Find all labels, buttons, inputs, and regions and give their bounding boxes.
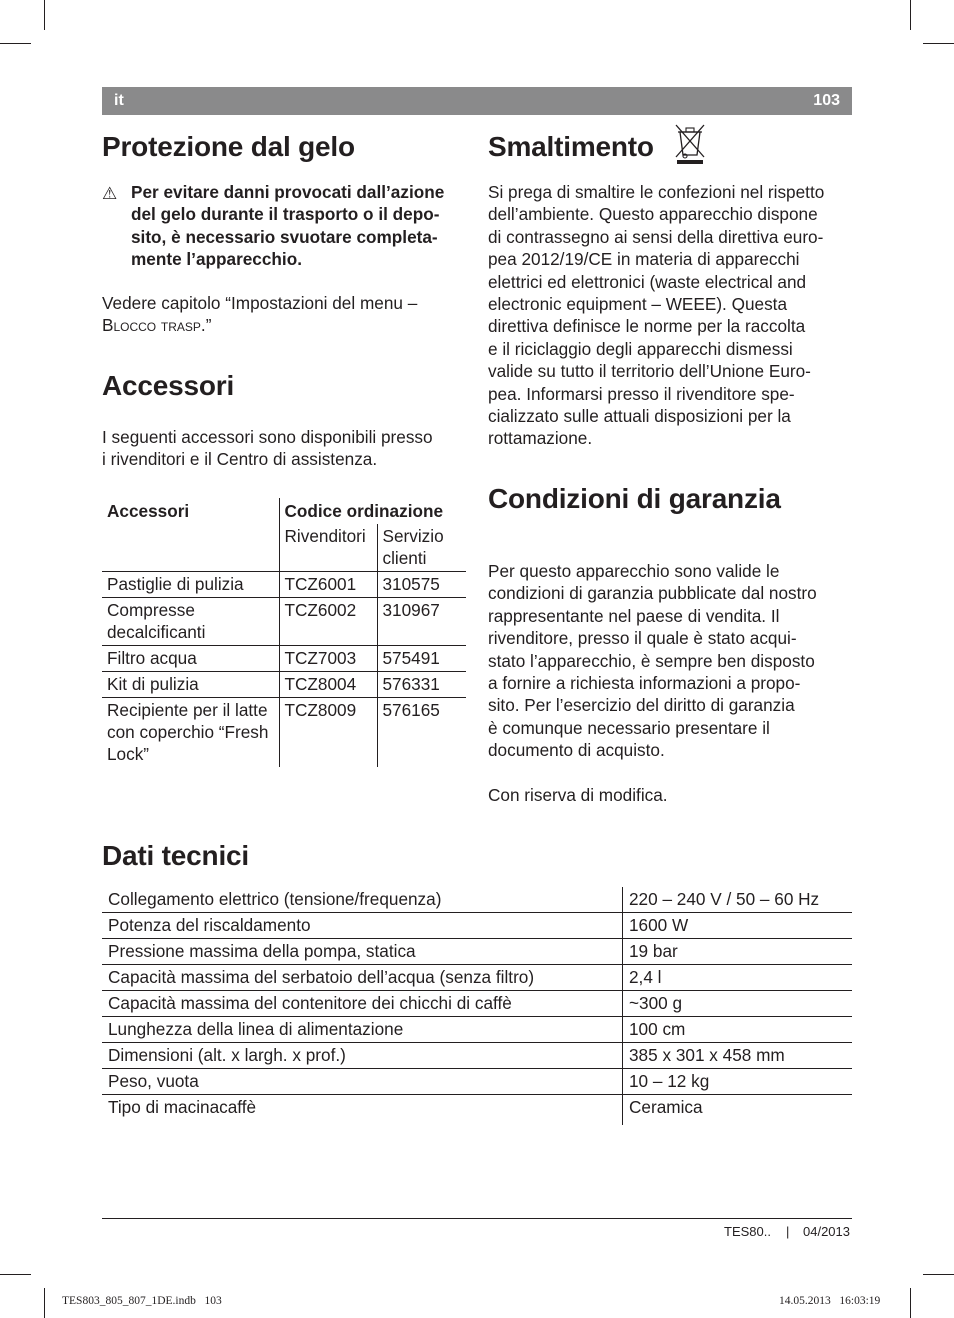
text-line: sito. Per l’esercizio del diritto di garanzia xyxy=(488,695,795,716)
accessory-name: Pastiglie di pulizia xyxy=(102,572,279,598)
spec-value: 10 – 12 kg xyxy=(623,1069,853,1095)
table-row xyxy=(102,598,466,646)
crop-mark xyxy=(910,0,911,30)
text-line: documento di acquisto. xyxy=(488,740,665,761)
text-line: rottamazione. xyxy=(488,428,593,449)
footer-separator: | xyxy=(786,1224,790,1239)
table-row xyxy=(102,913,852,939)
spec-label: Potenza del riscaldamento xyxy=(102,913,623,939)
crop-mark xyxy=(923,43,954,44)
frost-reference xyxy=(102,292,472,337)
crop-mark xyxy=(0,1274,31,1275)
warranty-text xyxy=(488,560,858,762)
disposal-title: Smaltimento xyxy=(488,131,654,162)
spec-value: ~300 g xyxy=(623,991,853,1017)
text-line: Si prega di smaltire le confezioni nel rispetto xyxy=(488,182,825,202)
spec-value: Ceramica xyxy=(623,1095,853,1126)
footer-rule xyxy=(102,1218,852,1219)
table-row xyxy=(102,1043,852,1069)
menu-item-name: Blocco trasp. xyxy=(102,315,206,336)
text-line: cializzato sulle attuali disposizioni per la xyxy=(488,406,791,427)
footer-model: TES80.. xyxy=(724,1224,771,1239)
spec-value: 2,4 l xyxy=(623,965,853,991)
crossed-out-wheelie-bin-icon xyxy=(672,123,708,165)
page-header-bar xyxy=(102,87,852,115)
crop-mark xyxy=(44,0,45,30)
table-row xyxy=(102,1017,852,1043)
crop-mark xyxy=(0,43,31,44)
footer-date: 04/2013 xyxy=(803,1224,850,1239)
table-row xyxy=(102,572,466,598)
spec-label: Lunghezza della linea di alimentazione xyxy=(102,1017,623,1043)
table-row xyxy=(102,698,466,768)
accessory-name: Recipiente per il latte con coperchio “Fresh Lock” xyxy=(102,698,279,768)
text-line: condizioni di garanzia pubblicate dal nostro xyxy=(488,583,817,604)
text-line: e il riciclaggio degli apparecchi dismessi xyxy=(488,338,793,359)
spec-value: 100 cm xyxy=(623,1017,853,1043)
disposal-text xyxy=(488,181,858,450)
code-servizio: 576331 xyxy=(377,672,466,698)
text-line: è comunque necessario presentare il xyxy=(488,717,770,738)
spec-value: 385 x 301 x 458 mm xyxy=(623,1043,853,1069)
crop-mark xyxy=(44,1288,45,1318)
accessories-title: Accessori xyxy=(102,370,235,401)
spec-label: Capacità massima del contenitore dei chicchi di caffè xyxy=(102,991,623,1017)
text-line: pea 2012/19/CE in materia di apparecchi xyxy=(488,249,800,270)
text-line: a fornire a richiesta informazioni a propo- xyxy=(488,673,801,694)
text-line: Per questo apparecchio sono valide le xyxy=(488,561,780,581)
code-rivenditori: TCZ8004 xyxy=(279,672,377,698)
spec-value: 220 – 240 V / 50 – 60 Hz xyxy=(623,887,853,913)
reserve-note: Con riserva di modifica. xyxy=(488,785,668,805)
table-header-row xyxy=(102,498,466,524)
text-line: dell’ambiente. Questo apparecchio dispone xyxy=(488,204,818,225)
text-line: pea. Informarsi presso il rivenditore spe- xyxy=(488,383,795,404)
code-rivenditori: TCZ6002 xyxy=(279,598,377,646)
table-row xyxy=(102,1095,852,1126)
col-header-servizio: Servizio clienti xyxy=(377,524,466,572)
spec-label: Dimensioni (alt. x largh. x prof.) xyxy=(102,1043,623,1069)
text-line: elettrici ed elettronici (waste electrical and xyxy=(488,271,807,292)
frost-warning-text xyxy=(131,181,476,271)
table-row xyxy=(102,887,852,913)
table-row xyxy=(102,991,852,1017)
spec-label: Capacità massima del serbatoio dell’acqua (senza filtro) xyxy=(102,965,623,991)
table-row xyxy=(102,646,466,672)
text-line: rivenditore, presso il quale è stato acqui- xyxy=(488,628,797,649)
table-row xyxy=(102,965,852,991)
crop-mark xyxy=(923,1274,954,1275)
reference-line: Vedere capitolo “Impostazioni del menu – xyxy=(102,293,418,313)
spec-label: Pressione massima della pompa, statica xyxy=(102,939,623,965)
language-code: it xyxy=(114,92,124,109)
code-rivenditori: TCZ6001 xyxy=(279,572,377,598)
code-servizio: 310967 xyxy=(377,598,466,646)
table-row xyxy=(102,672,466,698)
spec-label: Peso, vuota xyxy=(102,1069,623,1095)
text-line: valide su tutto il territorio dell’Unione Euro- xyxy=(488,361,811,382)
page-number: 103 xyxy=(813,92,840,109)
spec-label: Collegamento elettrico (tensione/frequenza) xyxy=(102,887,623,913)
frost-title: Protezione dal gelo xyxy=(102,131,355,162)
table-row xyxy=(102,939,852,965)
code-rivenditori: TCZ7003 xyxy=(279,646,377,672)
warranty-title: Condizioni di garanzia xyxy=(488,483,781,514)
code-servizio: 575491 xyxy=(377,646,466,672)
text-line: direttiva definisce le norme per la raccolta xyxy=(488,316,806,337)
print-slug-timestamp: 14.05.2013 16:03:19 xyxy=(779,1295,881,1307)
warning-line: mente l’apparecchio. xyxy=(131,249,302,270)
crop-mark xyxy=(910,1288,911,1318)
code-servizio: 576165 xyxy=(377,698,466,768)
code-rivenditori: TCZ8009 xyxy=(279,698,377,768)
warning-line: del gelo durante il trasporto o il depo- xyxy=(131,204,440,225)
col-header-rivenditori: Rivenditori xyxy=(279,524,377,572)
print-slug-file: TES803_805_807_1DE.indb 103 xyxy=(62,1295,222,1307)
text-line: rappresentante nel paese di vendita. Il xyxy=(488,605,780,626)
warning-line: Per evitare danni provocati dall’azione xyxy=(131,182,445,202)
text-line: electronic equipment – WEEE). Questa xyxy=(488,294,788,315)
text-line: di contrassegno ai sensi della direttiva euro- xyxy=(488,226,824,247)
tech-table xyxy=(102,887,852,1125)
code-servizio: 310575 xyxy=(377,572,466,598)
warning-line: sito, è necessario svuotare completa- xyxy=(131,226,438,247)
intro-line: i rivenditori e il Centro di assistenza. xyxy=(102,449,378,470)
col-header-codice: Codice ordinazione xyxy=(279,498,466,524)
reference-close-quote: ” xyxy=(205,315,212,336)
accessory-name: Compresse decalcificanti xyxy=(102,598,279,646)
accessory-name: Kit di pulizia xyxy=(102,672,279,698)
spec-value: 1600 W xyxy=(623,913,853,939)
accessories-intro xyxy=(102,426,472,471)
tech-title: Dati tecnici xyxy=(102,840,249,871)
accessories-table xyxy=(102,498,466,767)
table-row xyxy=(102,1069,852,1095)
spec-label: Tipo di macinacaffè xyxy=(108,1097,257,1117)
col-header-accessori: Accessori xyxy=(107,501,190,521)
accessory-name: Filtro acqua xyxy=(102,646,279,672)
warning-symbol-icon: ⚠ xyxy=(102,183,118,203)
intro-line: I seguenti accessori sono disponibili presso xyxy=(102,427,433,447)
spec-value: 19 bar xyxy=(623,939,853,965)
text-line: stato l’apparecchio, è sempre ben disposto xyxy=(488,650,815,671)
